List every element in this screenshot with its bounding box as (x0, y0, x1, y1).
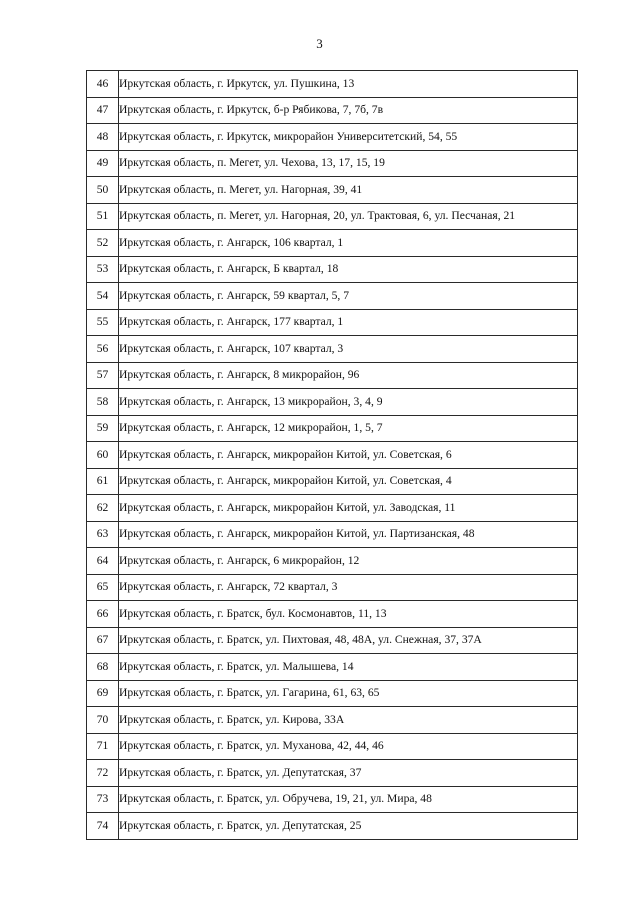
row-address: Иркутская область, г. Иркутск, микрорайон Университетский, 54, 55 (119, 124, 578, 151)
table-row (87, 627, 578, 654)
table-row (87, 548, 578, 575)
row-address: Иркутская область, г. Ангарск, 12 микрорайон, 1, 5, 7 (119, 415, 578, 442)
table-row (87, 654, 578, 681)
table-row (87, 813, 578, 840)
table-row (87, 283, 578, 310)
row-address: Иркутская область, г. Ангарск, 106 квартал, 1 (119, 230, 578, 257)
row-address: Иркутская область, г. Ангарск, 8 микрорайон, 96 (119, 362, 578, 389)
table-row (87, 177, 578, 204)
row-number: 59 (87, 415, 119, 442)
table-row (87, 97, 578, 124)
table-row (87, 601, 578, 628)
table-row (87, 760, 578, 787)
row-number: 60 (87, 442, 119, 469)
table-row (87, 230, 578, 257)
table-row (87, 707, 578, 734)
table-row (87, 362, 578, 389)
row-number: 66 (87, 601, 119, 628)
table-row (87, 256, 578, 283)
row-address: Иркутская область, г. Братск, ул. Гагарина, 61, 63, 65 (119, 680, 578, 707)
table-row (87, 309, 578, 336)
row-address: Иркутская область, г. Ангарск, 107 квартал, 3 (119, 336, 578, 363)
table-row (87, 336, 578, 363)
row-number: 61 (87, 468, 119, 495)
table-row (87, 203, 578, 230)
row-number: 63 (87, 521, 119, 548)
address-table-body (87, 71, 578, 840)
address-table (86, 70, 578, 840)
row-number: 52 (87, 230, 119, 257)
row-address: Иркутская область, г. Иркутск, б-р Рябикова, 7, 7б, 7в (119, 97, 578, 124)
row-address: Иркутская область, г. Ангарск, микрорайон Китой, ул. Заводская, 11 (119, 495, 578, 522)
row-address: Иркутская область, г. Братск, ул. Депутатская, 25 (119, 813, 578, 840)
table-row (87, 71, 578, 98)
row-address: Иркутская область, г. Братск, ул. Малышева, 14 (119, 654, 578, 681)
table-row (87, 150, 578, 177)
row-number: 70 (87, 707, 119, 734)
row-number: 50 (87, 177, 119, 204)
table-row (87, 415, 578, 442)
row-number: 68 (87, 654, 119, 681)
row-address: Иркутская область, п. Мегет, ул. Нагорная, 20, ул. Трактовая, 6, ул. Песчаная, 21 (119, 203, 578, 230)
row-address: Иркутская область, г. Братск, ул. Депутатская, 37 (119, 760, 578, 787)
row-address: Иркутская область, г. Братск, ул. Муханова, 42, 44, 46 (119, 733, 578, 760)
row-address: Иркутская область, г. Ангарск, микрорайон Китой, ул. Партизанская, 48 (119, 521, 578, 548)
row-number: 49 (87, 150, 119, 177)
row-number: 51 (87, 203, 119, 230)
table-row (87, 733, 578, 760)
row-number: 56 (87, 336, 119, 363)
table-row (87, 495, 578, 522)
row-address: Иркутская область, п. Мегет, ул. Чехова, 13, 17, 15, 19 (119, 150, 578, 177)
row-address: Иркутская область, г. Братск, ул. Кирова, 33А (119, 707, 578, 734)
row-number: 62 (87, 495, 119, 522)
row-address: Иркутская область, г. Братск, ул. Пихтовая, 48, 48А, ул. Снежная, 37, 37А (119, 627, 578, 654)
table-row (87, 786, 578, 813)
row-number: 53 (87, 256, 119, 283)
row-number: 67 (87, 627, 119, 654)
table-row (87, 574, 578, 601)
page-number: 3 (316, 36, 323, 51)
row-address: Иркутская область, г. Иркутск, ул. Пушкина, 13 (119, 71, 578, 98)
row-address: Иркутская область, г. Ангарск, микрорайон Китой, ул. Советская, 4 (119, 468, 578, 495)
row-address: Иркутская область, г. Ангарск, микрорайон Китой, ул. Советская, 6 (119, 442, 578, 469)
row-address: Иркутская область, п. Мегет, ул. Нагорная, 39, 41 (119, 177, 578, 204)
row-number: 47 (87, 97, 119, 124)
row-address: Иркутская область, г. Ангарск, Б квартал, 18 (119, 256, 578, 283)
row-number: 65 (87, 574, 119, 601)
row-number: 54 (87, 283, 119, 310)
row-number: 57 (87, 362, 119, 389)
row-address: Иркутская область, г. Ангарск, 6 микрорайон, 12 (119, 548, 578, 575)
table-row (87, 468, 578, 495)
table-row (87, 521, 578, 548)
table-row (87, 124, 578, 151)
row-number: 55 (87, 309, 119, 336)
row-address: Иркутская область, г. Братск, ул. Обручева, 19, 21, ул. Мира, 48 (119, 786, 578, 813)
row-number: 71 (87, 733, 119, 760)
table-row (87, 389, 578, 416)
row-number: 46 (87, 71, 119, 98)
row-number: 73 (87, 786, 119, 813)
row-address: Иркутская область, г. Ангарск, 13 микрорайон, 3, 4, 9 (119, 389, 578, 416)
row-number: 69 (87, 680, 119, 707)
row-number: 58 (87, 389, 119, 416)
row-number: 72 (87, 760, 119, 787)
row-address: Иркутская область, г. Ангарск, 72 квартал, 3 (119, 574, 578, 601)
table-row (87, 680, 578, 707)
row-address: Иркутская область, г. Ангарск, 177 квартал, 1 (119, 309, 578, 336)
table-row (87, 442, 578, 469)
row-number: 48 (87, 124, 119, 151)
row-number: 64 (87, 548, 119, 575)
row-number: 74 (87, 813, 119, 840)
row-address: Иркутская область, г. Братск, бул. Космонавтов, 11, 13 (119, 601, 578, 628)
row-address: Иркутская область, г. Ангарск, 59 квартал, 5, 7 (119, 283, 578, 310)
